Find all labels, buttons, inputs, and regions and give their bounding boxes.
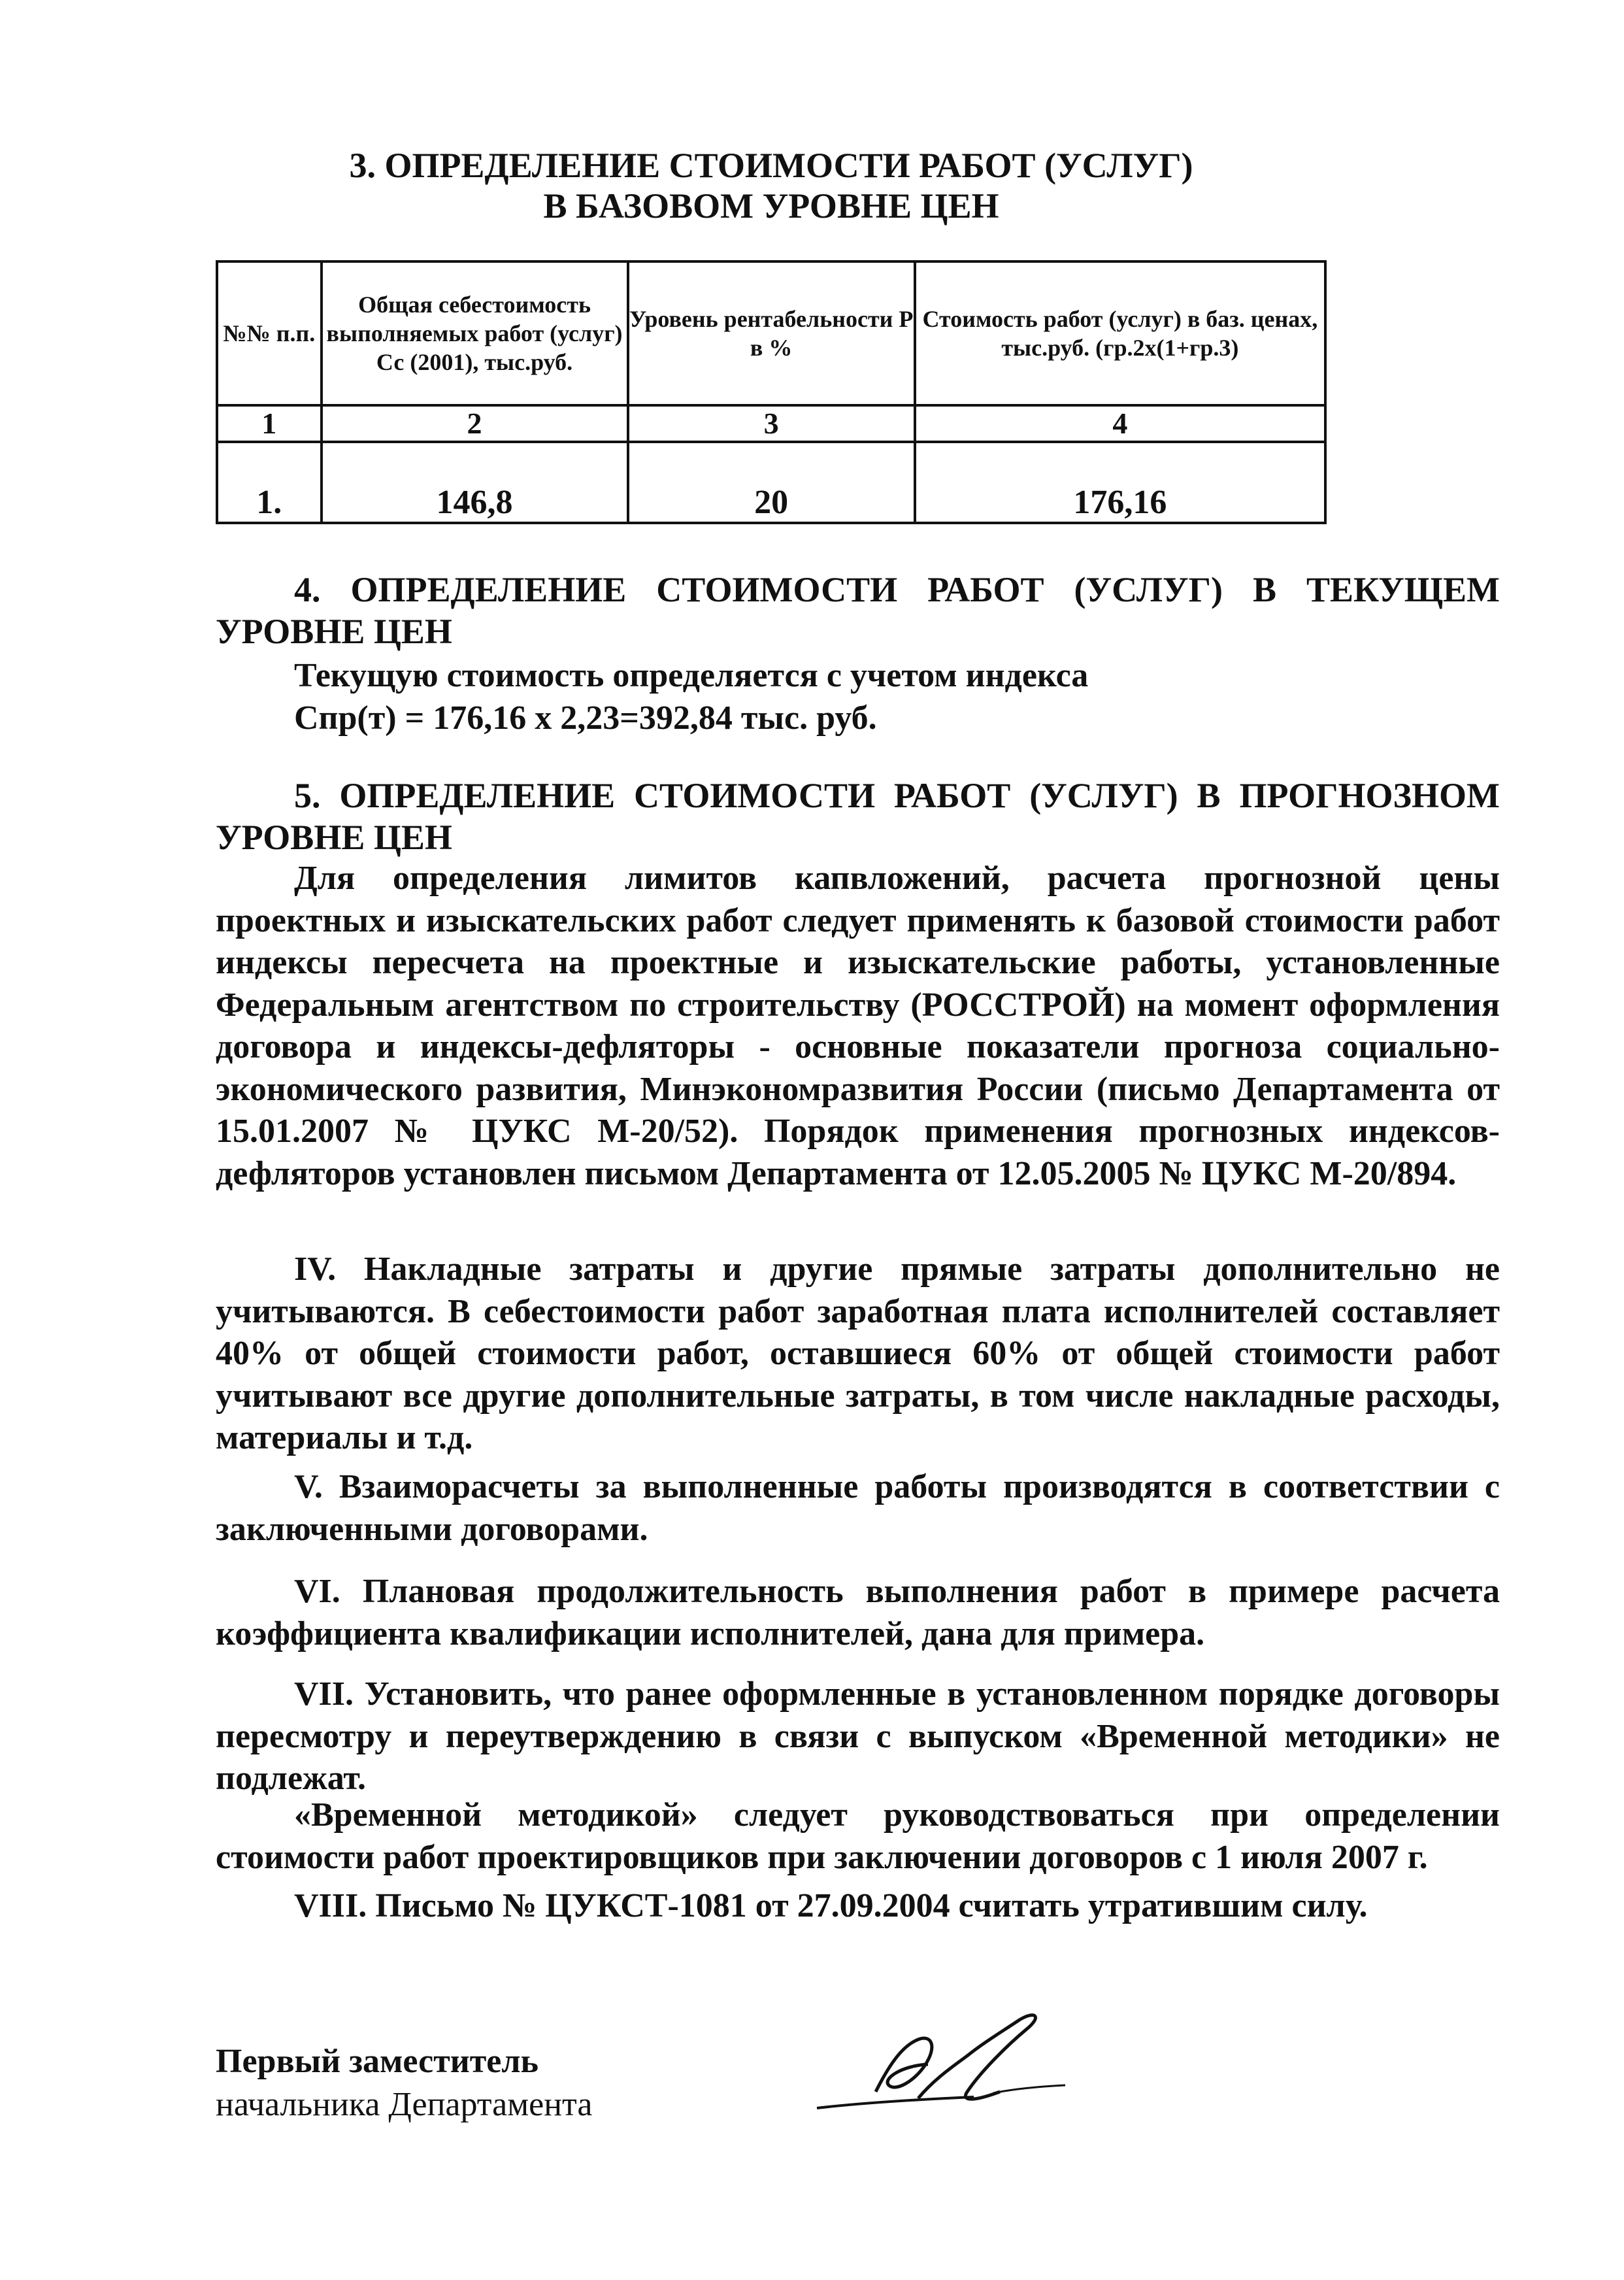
column-number-cell: 4 [915, 405, 1325, 442]
base-cost-table [216, 260, 1327, 524]
section-4-formula: Спр(т) = 176,16 х 2,23=392,84 тыс. руб. [294, 699, 877, 737]
table-header-cell: №№ п.п. [217, 261, 322, 405]
table-header-row [217, 261, 1325, 405]
section-5-text: Для определения лимитов капвложений, расчета прогнозной цены проектных и изыскательских работ следует применять к базовой стоимости работ индексы пересчета на проектные и изыскательские работы, установленные Федеральным агентством по строительству (РОССТРОЙ) на момент оформления договора и индексы-дефляторы - основные показатели прогноза социально-экономического развития, Минэкономразвития России (письмо Департамента от 15.01.2007 № ЦУКС М-20/52). Порядок применения прогнозных индексов-дефляторов установлен письмом Департамента от 12.05.2005 № ЦУКС М-20/894. [216, 860, 1500, 1192]
signatory-position-line1: Первый заместитель [216, 2043, 539, 2080]
section-4-title: 4. ОПРЕДЕЛЕНИЕ СТОИМОСТИ РАБОТ (УСЛУГ) В ТЕКУЩЕМ УРОВНЕ ЦЕН [216, 570, 1500, 651]
section-3-title-line1: 3. ОПРЕДЕЛЕНИЕ СТОИМОСТИ РАБОТ (УСЛУГ) [349, 146, 1193, 185]
table-cell: 176,16 [915, 442, 1325, 523]
table-header-cell: Стоимость работ (услуг) в баз. ценах, тыс.руб. (гр.2х(1+гр.3) [915, 261, 1325, 405]
table-row [217, 442, 1325, 523]
paragraph-vii-b: «Временной методикой» следует руководствоваться при определении стоимости работ проектировщиков при заключении договоров с 1 июля 2007 г. [216, 1796, 1500, 1876]
paragraph-vi: VI. Плановая продолжительность выполнения работ в примере расчета коэффициента квалификации исполнителей, дана для примера. [216, 1573, 1500, 1652]
table-header-cell: Общая себестоимость выполняемых работ (услуг) Сс (2001), тыс.руб. [322, 261, 628, 405]
section-5-title: 5. ОПРЕДЕЛЕНИЕ СТОИМОСТИ РАБОТ (УСЛУГ) В ПРОГНОЗНОМ УРОВНЕ ЦЕН [216, 776, 1500, 857]
column-number-cell: 3 [628, 405, 915, 442]
signatory-position-line2: начальника Департамента [216, 2086, 593, 2123]
paragraph-iv: IV. Накладные затраты и другие прямые затраты дополнительно не учитываются. В себестоимости работ заработная плата исполнителей составляет 40% от общей стоимости работ, оставшиеся 60% от общей стоимости работ учитывают все другие дополнительные затраты, в том числе накладные расходы, материалы и т.д. [216, 1250, 1500, 1456]
paragraph-viii: VIII. Письмо № ЦУКСТ-1081 от 27.09.2004 считать утратившим силу. [294, 1887, 1368, 1924]
column-number-cell: 1 [217, 405, 322, 442]
table-cell: 20 [628, 442, 915, 523]
section-3-title-line2: В БАЗОВОМ УРОВНЕ ЦЕН [543, 186, 999, 226]
paragraph-v: V. Взаиморасчеты за выполненные работы производятся в соответствии с заключенными договорами. [216, 1468, 1500, 1548]
table-header-cell: Уровень рентабельности Р в % [628, 261, 915, 405]
table-cell: 146,8 [322, 442, 628, 523]
paragraph-vii: VII. Установить, что ранее оформленные в установленном порядке договоры пересмотру и переутверждению в связи с выпуском «Временной методики» не подлежат. [216, 1675, 1500, 1797]
table-cell: 1. [217, 442, 322, 523]
section-4-text-line1: Текущую стоимость определяется с учетом индекса [294, 657, 1089, 694]
table-column-number-row [217, 405, 1325, 442]
handwritten-signature [804, 1994, 1078, 2124]
section-3-title [216, 145, 1327, 226]
column-number-cell: 2 [322, 405, 628, 442]
